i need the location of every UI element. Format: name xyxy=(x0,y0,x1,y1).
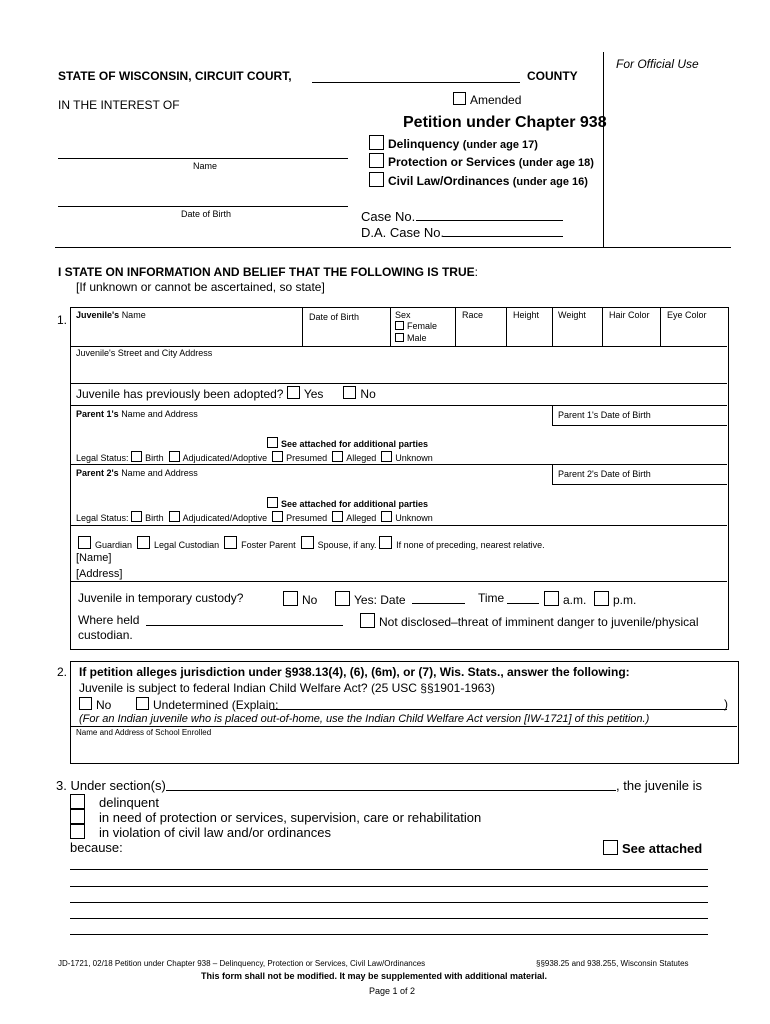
icwa-question: Juvenile is subject to federal Indian Child Welfare Act? (25 USC §§1901-1963) xyxy=(79,681,496,695)
form-title: Petition under Chapter 938 xyxy=(403,114,607,131)
icwa-no-checkbox[interactable]: No xyxy=(79,697,111,712)
statement-note: [If unknown or cannot be ascertained, so state] xyxy=(76,280,325,294)
weight-field[interactable]: Weight xyxy=(558,310,586,320)
parent2-see-attached-checkbox[interactable]: See attached for additional parties xyxy=(267,497,428,509)
dob-field[interactable]: Date of Birth xyxy=(309,312,360,322)
statutes: §§938.25 and 938.255, Wisconsin Statutes xyxy=(536,959,689,968)
temp-custody-label: Juvenile in temporary custody? xyxy=(78,591,244,605)
pm-checkbox[interactable]: p.m. xyxy=(594,591,636,607)
not-disclosed-checkbox[interactable]: Not disclosed–threat of imminent danger to juvenile/physical xyxy=(360,613,699,629)
parent1-legal-status: Legal Status: Birth Adjudicated/Adoptive Presumed Alleged Unknown xyxy=(76,453,433,463)
custody-date-line[interactable] xyxy=(412,603,465,604)
parent1-see-attached-checkbox[interactable]: See attached for additional parties xyxy=(267,437,428,449)
sex-label: Sex xyxy=(395,310,411,320)
section2-number: 2. xyxy=(57,665,68,679)
custody-time-line[interactable] xyxy=(507,603,539,604)
amended-checkbox[interactable]: Amended xyxy=(453,92,521,107)
parent1-name-field[interactable]: Parent 1's Name and Address xyxy=(76,409,198,419)
delinquent-checkbox[interactable]: delinquent xyxy=(70,794,159,810)
protection-checkbox[interactable]: in need of protection or services, supervision, care or rehabilitation xyxy=(70,809,481,825)
page-number: Page 1 of 2 xyxy=(369,986,416,996)
checkbox-icon xyxy=(395,321,404,330)
p2-birth-checkbox[interactable]: Birth xyxy=(131,513,164,523)
because-line-5[interactable] xyxy=(70,934,708,935)
temp-custody-yes-checkbox[interactable]: Yes: Date xyxy=(335,591,406,607)
adopted-question: Juvenile has previously been adopted? Yes No xyxy=(76,387,376,401)
temp-custody-no-checkbox[interactable]: No xyxy=(283,591,317,607)
official-use-label: For Official Use xyxy=(616,57,699,71)
guardian-row xyxy=(78,536,545,550)
name-caption: Name xyxy=(193,161,218,171)
juvenile-address-field[interactable]: Juvenile's Street and City Address xyxy=(76,348,213,358)
guardian-address-field[interactable]: [Address] xyxy=(76,568,123,580)
adopted-yes-checkbox[interactable]: Yes xyxy=(287,387,324,401)
section2-heading: If petition alleges jurisdiction under §938.13(4), (6), (6m), or (7), Wis. Stats., answer the following: xyxy=(79,665,630,679)
p2-unknown-checkbox[interactable]: Unknown xyxy=(381,513,433,523)
checkbox-icon xyxy=(267,497,278,508)
da-case-no-line[interactable] xyxy=(443,236,563,237)
p2-alleged-checkbox[interactable]: Alleged xyxy=(332,513,376,523)
checkbox-icon xyxy=(369,172,384,187)
height-field[interactable]: Height xyxy=(513,310,540,320)
case-no-line[interactable] xyxy=(416,220,563,221)
da-case-no-label: D.A. Case No. xyxy=(361,225,445,240)
school-field[interactable]: Name and Address of School Enrolled xyxy=(76,728,212,737)
type-delinquency-checkbox[interactable]: Delinquency (under age 17) xyxy=(369,135,538,151)
type-protection-checkbox[interactable]: Protection or Services (under age 18) xyxy=(369,153,594,169)
custodian-label: custodian. xyxy=(78,628,133,642)
statement-heading: I STATE ON INFORMATION AND BELIEF THAT THE FOLLOWING IS TRUE: xyxy=(58,265,478,279)
parent1-dob-field[interactable]: Parent 1's Date of Birth xyxy=(558,410,651,420)
case-no-label: Case No. xyxy=(361,209,416,224)
time-label: Time xyxy=(478,591,505,605)
because-line-3[interactable] xyxy=(70,902,708,903)
eye-color-field[interactable]: Eye Color xyxy=(667,310,707,320)
parent2-dob-field[interactable]: Parent 2's Date of Birth xyxy=(558,469,651,479)
where-held-line[interactable] xyxy=(146,625,343,626)
foster-parent-checkbox[interactable]: Foster Parent xyxy=(224,540,296,550)
section1-number: 1. xyxy=(57,313,68,327)
checkbox-icon xyxy=(395,333,404,342)
because-line-2[interactable] xyxy=(70,886,708,887)
in-interest-of-label: IN THE INTEREST OF xyxy=(58,98,180,112)
juvenile-dob-line[interactable] xyxy=(58,206,348,207)
where-held-label: Where held xyxy=(78,613,140,627)
nearest-relative-checkbox[interactable]: If none of preceding, nearest relative. xyxy=(379,540,545,550)
checkbox-icon xyxy=(267,437,278,448)
p1-adjudicated-checkbox[interactable]: Adjudicated/Adoptive xyxy=(169,453,268,463)
checkbox-icon xyxy=(369,135,384,150)
guardian-name-field[interactable]: [Name] xyxy=(76,552,112,564)
checkbox-icon xyxy=(453,92,466,105)
p1-presumed-checkbox[interactable]: Presumed xyxy=(272,453,327,463)
checkbox-icon xyxy=(343,386,356,399)
spouse-checkbox[interactable]: Spouse, if any. xyxy=(301,540,377,550)
checkbox-icon xyxy=(369,153,384,168)
state-court-label: STATE OF WISCONSIN, CIRCUIT COURT, xyxy=(58,69,292,83)
juvenile-name-field[interactable]: Juvenile's Name xyxy=(76,310,146,320)
juvenile-is-label: , the juvenile is xyxy=(616,778,702,793)
see-attached-checkbox[interactable]: See attached xyxy=(603,840,702,856)
male-checkbox[interactable]: Male xyxy=(395,333,427,343)
icwa-note: (For an Indian juvenile who is placed out-of-home, use the Indian Child Welfare Act version [IW-1721] of this petition.) xyxy=(79,713,650,725)
because-line-4[interactable] xyxy=(70,918,708,919)
icwa-explain-line[interactable] xyxy=(270,709,727,710)
p1-birth-checkbox[interactable]: Birth xyxy=(131,453,164,463)
because-label: because: xyxy=(70,840,123,855)
under-sections-label: 3. Under section(s) xyxy=(56,778,166,793)
guardian-checkbox[interactable]: Guardian xyxy=(78,540,132,550)
parent2-name-field[interactable]: Parent 2's Name and Address xyxy=(76,468,198,478)
header-divider xyxy=(55,247,731,248)
legal-custodian-checkbox[interactable]: Legal Custodian xyxy=(137,540,219,550)
because-line-1[interactable] xyxy=(70,869,708,870)
juvenile-name-line[interactable] xyxy=(58,158,348,159)
form-id: JD-1721, 02/18 Petition under Chapter 938 – Delinquency, Protection or Services, Civil Law/Ordinances xyxy=(58,959,426,968)
female-checkbox[interactable]: Female xyxy=(395,321,437,331)
p2-presumed-checkbox[interactable]: Presumed xyxy=(272,513,327,523)
county-label: COUNTY xyxy=(527,69,578,83)
close-paren: ) xyxy=(724,697,728,711)
race-field[interactable]: Race xyxy=(462,310,484,320)
p1-unknown-checkbox[interactable]: Unknown xyxy=(381,453,433,463)
civil-violation-checkbox[interactable]: in violation of civil law and/or ordinances xyxy=(70,824,331,840)
parent2-legal-status: Legal Status: Birth Adjudicated/Adoptive Presumed Alleged Unknown xyxy=(76,513,433,523)
hair-color-field[interactable]: Hair Color xyxy=(609,310,650,320)
am-checkbox[interactable]: a.m. xyxy=(544,591,586,607)
footer-notice: This form shall not be modified. It may be supplemented with additional material. xyxy=(201,971,548,981)
county-input-line[interactable] xyxy=(312,82,520,83)
p1-alleged-checkbox[interactable]: Alleged xyxy=(332,453,376,463)
type-civil-checkbox[interactable]: Civil Law/Ordinances (under age 16) xyxy=(369,172,588,188)
checkbox-icon xyxy=(287,386,300,399)
sections-line[interactable] xyxy=(166,790,616,791)
icwa-undetermined-checkbox[interactable]: Undetermined (Explain: xyxy=(136,697,278,712)
p2-adjudicated-checkbox[interactable]: Adjudicated/Adoptive xyxy=(169,513,268,523)
adopted-no-checkbox[interactable]: No xyxy=(343,387,375,401)
dob-caption: Date of Birth xyxy=(181,209,232,219)
